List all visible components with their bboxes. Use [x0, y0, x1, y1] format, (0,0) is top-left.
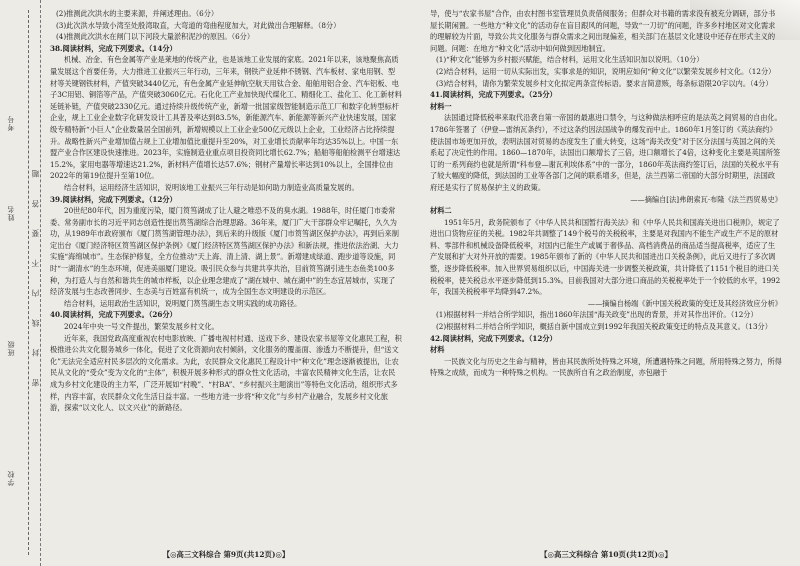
seal-line-warning: 密 封 线 内 不 要 答 题 — [31, 160, 40, 387]
school-label: 学校 — [7, 470, 15, 486]
q40-part3: (3)结合材料，请你为繁荣发展乡村文化拟定两条宣传标语。要求言简意赅，每条标语限20字以内。（4分） — [436, 78, 773, 88]
q40-intro: 2024年中央一号文件提出，繁荣发展乡村文化。 — [64, 322, 219, 332]
q38-ask: 结合材料，运用经济生活知识，说明该地工业振兴三年行动是如何助力制造业高质量发展的。 — [64, 182, 359, 192]
q41-material2: 1951年5月，政务院颁布了《中华人民共和国暂行海关法》和《中华人民共和国海关进出口税则》，规定了进出口货物应征的关税。1982年共调整了149个税号的关税税率，主要是对我国内不能生产或生产不足的原材料、零部件和机械设备降低税率，对国内已能生产或属于奢侈品、高档消费品的商品适当提高税率，适应了生产发展和扩大对外开放的需要。1985年颁布了新的《中华人民共和国进出口关税条例》，此后又进行了多次调整，逐步降低税率。加入世界贸易组织以后，中国海关进一步调整关税政策，共计降低了1151个税目的进口关税税率，使关税总水平逐步降低到15.3%。目前我国对大部分进口商品的关税税率处于一个较低的水平，1992年，我国关税税率平均降到47.2%。 — [430, 217, 781, 297]
q38-heading: 38.阅读材料，完成下列要求。（14分） — [50, 43, 177, 53]
q41-heading: 41.阅读材料，完成下列要求。（25分） — [430, 90, 557, 100]
q37-part3: (3)此次洪水导致小湾至处殷湾取直，大弯道的弯曲程度加大，对此做出合理解释。（8分） — [56, 20, 341, 30]
class-label: 班级 — [7, 340, 15, 356]
q39-ask: 结合材料，运用政治生活知识，说明厦门筼筜湖生态文明实践的成功路径。 — [64, 298, 302, 308]
right-footer: 【◎高三文科综合 第10页(共12页)◎】 — [540, 550, 672, 559]
left-page — [50, 8, 402, 413]
q40-heading: 40.阅读材料，完成下列要求。（26分） — [50, 310, 177, 320]
q41-material1-source: ——摘编自[法]弗朗索瓦·布隆《法兰西贸易史》 — [630, 194, 782, 204]
binding-strip — [0, 0, 41, 566]
q40-material-cont: 导，使与“农家书屋”合作，由农村图书室管理员负责借阅服务；但群众对书籍的需求没有被充分调研，部分书屋长期闲置。一些地方“种文化”的活动存在盲目跟风的问题，导致“一刀切”的问题，许多乡村地区对文化需求的理解较为片面，导致公共文化服务与群众需求之间出现偏差，相关部门在基层文化建设中还存在形式主义的问题。问题：在地方“种文化”活动中如何做到因地制宜。 — [430, 9, 776, 53]
q38-material: 机械、冶金、有色金属等产业是莱地的传统产业，也是该地工业发展的家底。2021年以来，该地聚焦高质量发展这个首要任务，大力推进工业振兴三年行动，三年来，钢铁产业延伸不锈钢、汽车板材、家电用钢、型材等关键钢铁材料，产值突破3440亿元，有色金属产业延伸航空航天用钛合金、船舶用铝合金、汽车铝板、电子3C用铝、铜箔等产品，产值突破3060亿元。石化化工产业加快现代煤化工、精细化工、盐化工、化工新材料延链补链，产值突破2330亿元。通过持续升级传统产业，新增一批国家级智能制造示范工厂和数字化转型标杆企业，规上工业企业数字化研发设计工具普及率达到83.5%，新能源汽车、新能源等新兴产业快速发展，国家级专精特新“小巨人”企业数量居全国前列，新增规模以上工业企业500亿元级以上企业，工业经济占比持续提升。战略性新兴产业增加值占规上工业增加值比重提升至20%，对工业增长贡献率年均达35%以上。中国一东盟产业合作区建设快速推进。2023年，实施制造业重点项目投资同比增长62.7%；船舶等船舶检测平台增速达15.2%，家用电器等增速达21.2%，新材料产值增长达57.6%；钢材产量增长率达到10%以上，全国排位由2022年的第19位提升至第10位。 — [50, 55, 402, 181]
q39-material: 20世纪80年代，因为重度污染，厦门筼筜湖成了让人避之唯恐不及的臭水湖。1988年，时任厦门市委常委、常务副市长的习近平同志创造性提出筼筜湖综合治理思路。36年来，厦门广大干部群众牢记嘱托，久久为功，从1989年市政府颁布《厦门筼筜湖管理办法》，到后来的升级版《厦门市筼筜湖区保护办法》，再到后来制定出台《厦门经济特区筼筜湖区保护条例》《厦门经济特区筼筜湖区保护办法》和新法规，推进依法治湖、大力实施“海绵城市”。生态保护修复，全方位推动“天上海、清上清、湖上景”。新增建成绿道、跑步道等设施，同时“一湖清水”的生态环境，促进美丽厦门建设。吸引民众参与共建共享共治，目前筼筜湖引进生态鱼类100多种，为打造人与自然和谐共生的城市样板，以企业理念建成了“湖在城中、城在湖中”的生态宜居城市，实现了经济发展与生态改善同步、生态美与百姓富有机统一，成为全国生态文明建设的示范区。 — [50, 206, 399, 297]
q41-part1: (1)根据材料一并结合所学知识，指出1860年法国“海关政变”出现的背景，并对其作出评价。（12分） — [436, 310, 758, 320]
q39-heading: 39.阅读材料，完成下列要求。（12分） — [50, 194, 177, 204]
left-footer: 【◎高三文科综合 第9页(共12页)◎】 — [162, 550, 290, 559]
q41-material2-title: 材料二 — [430, 206, 452, 216]
q42-material: 一民族文化与历史之生命与精神，皆由其民族所处特殊之环境，所遭遇特殊之问题，所用特殊之努力，所得特殊之成绩，而成为一种特殊之机构。一民族所自有之政治制度，亦包融于 — [430, 356, 782, 378]
q40-part2: (2)结合材料，运用一切从实际出发，实事求是的知识，说明应如何“种文化”以繁荣发展乡村文化。（12分） — [436, 66, 776, 76]
q41-material2-source: ——摘编自杨端《新中国关税政策的变迁及其经济效应分析》 — [587, 298, 782, 308]
name-label: 姓名 — [7, 205, 15, 221]
seal-dash-line — [28, 10, 29, 555]
q40-part1: (1)“种文化”能够为乡村振兴赋能，结合材料，运用文化生活知识加以说明。（10分） — [436, 55, 704, 65]
q42-material-title: 材料 — [430, 345, 445, 355]
q37-part4: (4)推测此次洪水在闸门以下河段大量淤积泥沙的原因。（6分） — [56, 32, 255, 42]
q41-material1-title: 材料一 — [430, 101, 452, 111]
q41-material1: 法国通过降低税率来取代沿袭自第一帝国的最惠进口禁令，与这种做法相呼应的是法英之间贸易的自由化。1786年签署了（伊登—雷纳瓦条约），不过这条约因法国战争的爆发而中止。1860年1月签订的《英法商约》使法国市场更加开放，表明法国对贸易的态度发生了重大转变，这场“海关改变”对于区分法国与英国之间的关系起了决定性的作用。1860—1870年，法国出口额增长了三倍，进口额增长了4倍，这种变化主要是英国所签订的一系列商约也就是所谓“科布登—谢瓦利埃体系”中的一部分，1860年英法商约签订后，法国的关税水平有了较大幅度的降低，到法国的工业等各部门之间的联系增多，但是，法兰西第二帝国的大部分时期里，法国政府还是实行了贸易保护主义的政策。 — [430, 113, 782, 192]
right-page — [430, 8, 782, 379]
exam-no-label: 考号 — [7, 115, 15, 131]
q37-part2: (2)推测此次洪水的主要来源，并阐述理由。（6分） — [56, 9, 219, 18]
q42-heading: 42.阅读材料，完成下列要求。（12分） — [430, 333, 557, 343]
q40-material: 近年来，我国党政高度重视农村电影放映、广播电视村村通、送戏下乡、建设农家书屋等文化惠民工程，积极推进公共文化服务城乡一体化，促进了文化资源向农村倾斜，文化服务的覆盖面、渗透力不断提升，但“送文化”无法完全适应村民多层次的文化需求。为此，农民群众文化惠民工程设计中“种文化”理念逐渐被提出，让农民从文化的“受众”变为文化的“主体”，积极开展多种形式的群众性文化活动，丰富农民精神文化生活，让农民成为乡村文化建设的主力军，广泛开展如“村晚”、“村BA”、“乡村振兴主题演出”等特色文化活动，组织形式多样，内容丰富，农民群众文化生活日益丰富。一些地方进一步将“种文化”与乡村产业融合，发展乡村文化旅游，探索“以文化人、以文兴业”的新路径。 — [50, 333, 402, 413]
q41-part2: (2)根据材料二并结合所学知识，概括自新中国成立到1992年我国关税政策变迁的特点及其意义。（13分） — [436, 322, 772, 332]
